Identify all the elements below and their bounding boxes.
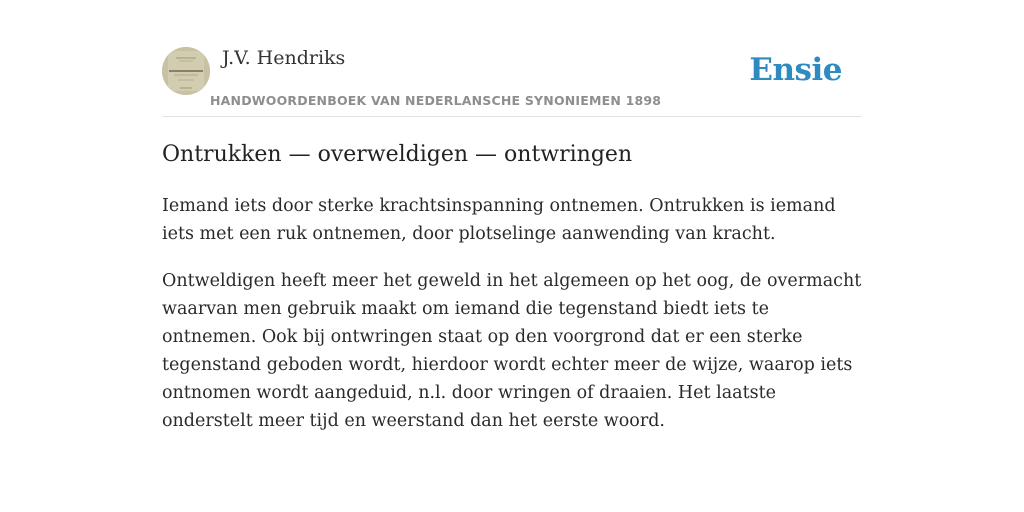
ensie-logo[interactable]: Ensie (749, 52, 842, 88)
book-cover-image (162, 47, 210, 95)
entry-card (162, 0, 862, 512)
source-title[interactable]: HANDWOORDENBOEK VAN NEDERLANSCHE SYNONIEMEN 1898 (210, 93, 662, 108)
paragraph: Ontweldigen heeft meer het geweld in het algemeen op het oog, de overmacht waarvan men gebruik maakt om iemand die tegenstand biedt iets te ontnemen. Ook bij ontwringen staat op den voorgrond dat er een sterke tegenstand geboden wordt, hierdoor wordt echter meer de wijze, waarop iets ontnomen wordt aangeduid, n.l. door wringen of draaien. Het laatste onderstelt meer tijd en weerstand dan het eerste woord. (162, 271, 862, 431)
entry-body (162, 192, 862, 454)
entry-title: Ontrukken — overweldigen — ontwringen (162, 142, 633, 167)
book-cover-avatar[interactable] (162, 47, 210, 95)
entry-header (162, 0, 862, 117)
author-name[interactable]: J.V. Hendriks (222, 47, 346, 69)
paragraph: Iemand iets door sterke krachtsinspanning ontnemen. Ontrukken is iemand iets met een ruk ontnemen, door plotselinge aanwending van kracht. (162, 196, 836, 244)
